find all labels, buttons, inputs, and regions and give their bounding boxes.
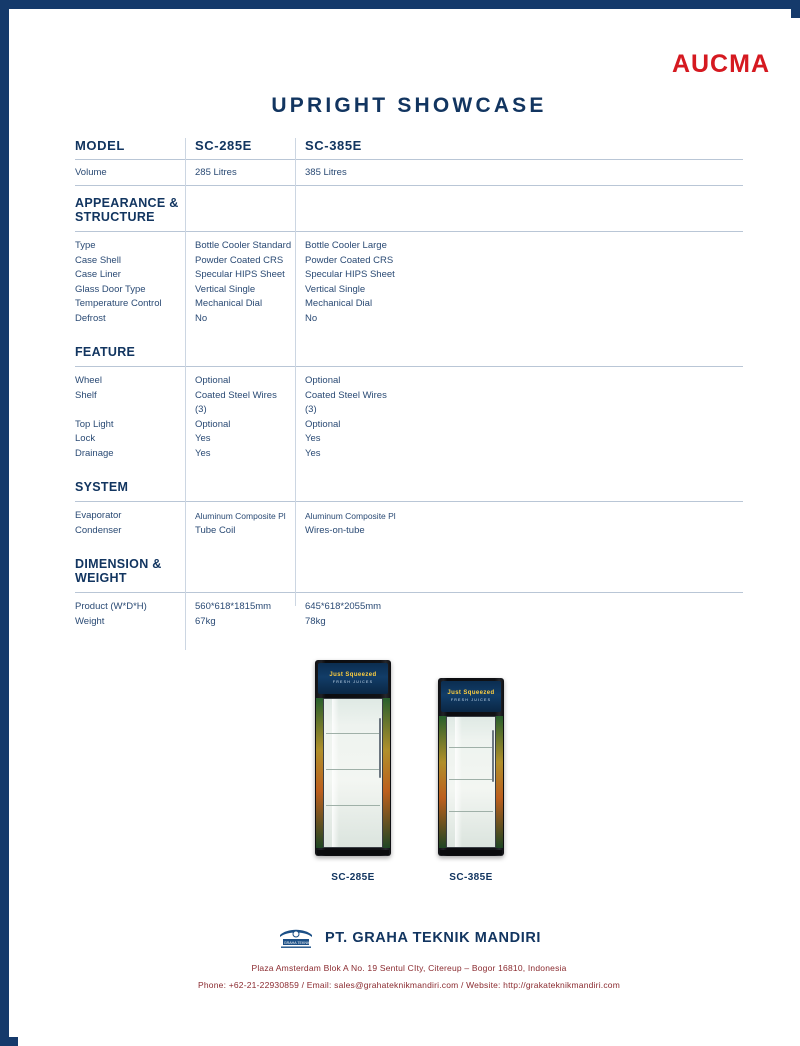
footer-company-block <box>20 925 798 951</box>
footer-address: Plaza Amsterdam Blok A No. 19 Sentul CIty, Citereup – Bogor 16810, Indonesia <box>251 963 567 973</box>
section-body-appearance <box>75 232 743 335</box>
row-value-b: Vertical Single <box>305 283 366 295</box>
cabinet-shelf <box>326 733 380 734</box>
column-divider-2 <box>295 138 296 606</box>
cabinet-shelf <box>449 747 493 748</box>
row-label: Case Liner <box>75 269 121 280</box>
cabinet-badge-line1: Just Squeezed <box>447 690 495 696</box>
cabinet-badge-line2: FRESH JUICES <box>450 698 492 702</box>
row-value-b: Yes <box>305 433 321 444</box>
product-images <box>20 650 798 890</box>
table-row <box>75 524 743 539</box>
showcase-cabinet-illustration <box>438 678 504 856</box>
header-model-b: SC-385E <box>305 138 362 153</box>
cabinet-header-graphic <box>441 681 501 712</box>
row-value-a: 285 Litres <box>195 167 237 178</box>
row-label: Product (W*D*H) <box>75 601 147 612</box>
table-row <box>75 268 743 283</box>
row-value-a: 67kg <box>195 615 216 627</box>
section-body-feature <box>75 367 743 470</box>
row-value-b: Optional <box>305 418 341 430</box>
glass-reflection <box>332 699 339 847</box>
section-title-appearance: APPEARANCE & STRUCTURE <box>75 196 179 224</box>
glass-reflection <box>455 717 462 847</box>
row-value-b: No <box>305 312 318 324</box>
row-value-a: Tube Coil <box>195 524 236 536</box>
table-row <box>75 283 743 298</box>
row-value-a: Aluminum Composite Pl <box>195 511 286 521</box>
table-row <box>75 600 743 615</box>
cabinet-side-decal-left <box>316 698 323 848</box>
row-value-b: Powder Coated CRS <box>305 254 394 266</box>
row-value-b: 385 Litres <box>305 167 347 178</box>
table-row <box>75 239 743 254</box>
row-label: Defrost <box>75 312 106 324</box>
cabinet-shelf <box>449 811 493 812</box>
table-row <box>75 509 743 524</box>
row-label: Top Light <box>75 418 114 430</box>
header-model-label: MODEL <box>75 138 125 153</box>
row-label: Case Shell <box>75 254 121 266</box>
product-image-sc385e <box>438 678 504 883</box>
section-title-feature: FEATURE <box>75 345 136 359</box>
row-label: Wheel <box>75 375 102 386</box>
cabinet-side-decal-right <box>496 716 503 848</box>
row-value-b: Optional <box>305 375 341 386</box>
table-row-volume <box>75 160 743 185</box>
footer <box>20 925 798 990</box>
row-value-b: Bottle Cooler Large <box>305 240 387 251</box>
row-label: Temperature Control <box>75 298 162 309</box>
footer-company-name: PT. GRAHA TEKNIK MANDIRI <box>324 930 542 946</box>
row-value-b: Specular HIPS Sheet <box>305 269 395 280</box>
row-label: Volume <box>75 167 107 178</box>
product-image-sc285e <box>315 660 391 883</box>
row-label: Lock <box>75 433 96 444</box>
cabinet-side-decal-left <box>439 716 446 848</box>
row-value-a: Yes <box>195 447 211 459</box>
row-value-a: Coated Steel Wires (3) <box>195 389 277 415</box>
row-value-a: Bottle Cooler Standard <box>195 240 292 251</box>
row-label: Glass Door Type <box>75 283 146 295</box>
row-label: Evaporator <box>75 510 122 521</box>
table-row <box>75 254 743 269</box>
cabinet-base <box>317 850 389 855</box>
row-value-a: Optional <box>195 418 231 430</box>
svg-text:PT. GRAHA TEKNIK M: PT. GRAHA TEKNIK M <box>277 941 315 945</box>
row-value-a: 560*618*1815mm <box>195 601 272 612</box>
showcase-cabinet-illustration <box>315 660 391 856</box>
company-logo-icon <box>277 925 315 951</box>
page-title: UPRIGHT SHOWCASE <box>271 94 547 117</box>
row-value-a: Powder Coated CRS <box>195 254 284 266</box>
cabinet-door-handle <box>379 718 381 778</box>
cabinet-door-handle <box>492 730 494 782</box>
footer-contact: Phone: +62-21-22930859 / Email: sales@grahateknikmandiri.com / Website: http://grakateknikmandiri.com <box>198 980 620 990</box>
table-row <box>75 374 743 389</box>
cabinet-base <box>440 850 502 855</box>
column-divider-1 <box>185 138 186 650</box>
row-label: Weight <box>75 615 105 627</box>
page-content <box>20 20 798 1044</box>
section-body-system <box>75 502 743 547</box>
row-label: Type <box>75 240 96 251</box>
row-value-b: Wires-on-tube <box>305 524 365 536</box>
table-row <box>75 312 743 327</box>
table-header-row <box>75 138 743 159</box>
cabinet-shelf <box>449 779 493 780</box>
cabinet-glass-door <box>323 698 383 848</box>
cabinet-side-decal-right <box>383 698 390 848</box>
row-label: Shelf <box>75 389 97 401</box>
table-row <box>75 389 743 418</box>
row-value-a: Vertical Single <box>195 283 256 295</box>
cabinet-badge-line1: Just Squeezed <box>329 672 377 678</box>
row-value-a: Yes <box>195 433 211 444</box>
row-value-a: Mechanical Dial <box>195 298 263 309</box>
section-body-dimension <box>75 593 743 638</box>
product-caption: SC-285E <box>331 872 375 883</box>
section-title-dimension: DIMENSION & WEIGHT <box>75 557 162 585</box>
row-value-a: Optional <box>195 375 231 386</box>
row-value-b: Aluminum Composite Pl <box>305 511 396 521</box>
table-row <box>75 297 743 312</box>
row-value-b: 645*618*2055mm <box>305 601 382 612</box>
cabinet-badge-line2: FRESH JUICES <box>332 680 374 684</box>
row-label: Drainage <box>75 447 114 459</box>
cabinet-shelf <box>326 805 380 806</box>
row-value-b: Coated Steel Wires (3) <box>305 389 387 415</box>
specification-table <box>75 138 743 638</box>
cabinet-glass-door <box>446 716 496 848</box>
row-value-a: No <box>195 312 208 324</box>
product-caption: SC-385E <box>449 872 493 883</box>
row-label: Condenser <box>75 524 122 536</box>
cabinet-header-graphic <box>318 663 388 694</box>
aucma-logo: AUCMA <box>671 50 770 78</box>
table-row <box>75 432 743 447</box>
table-row <box>75 447 743 462</box>
row-value-b: Yes <box>305 447 321 459</box>
table-row <box>75 418 743 433</box>
section-title-system: SYSTEM <box>75 480 129 494</box>
row-value-b: Mechanical Dial <box>305 298 373 309</box>
header-model-a: SC-285E <box>195 138 252 153</box>
table-row <box>75 615 743 630</box>
row-value-b: 78kg <box>305 615 326 627</box>
cabinet-shelf <box>326 769 380 770</box>
row-value-a: Specular HIPS Sheet <box>195 269 285 280</box>
page-inner <box>18 18 800 1046</box>
